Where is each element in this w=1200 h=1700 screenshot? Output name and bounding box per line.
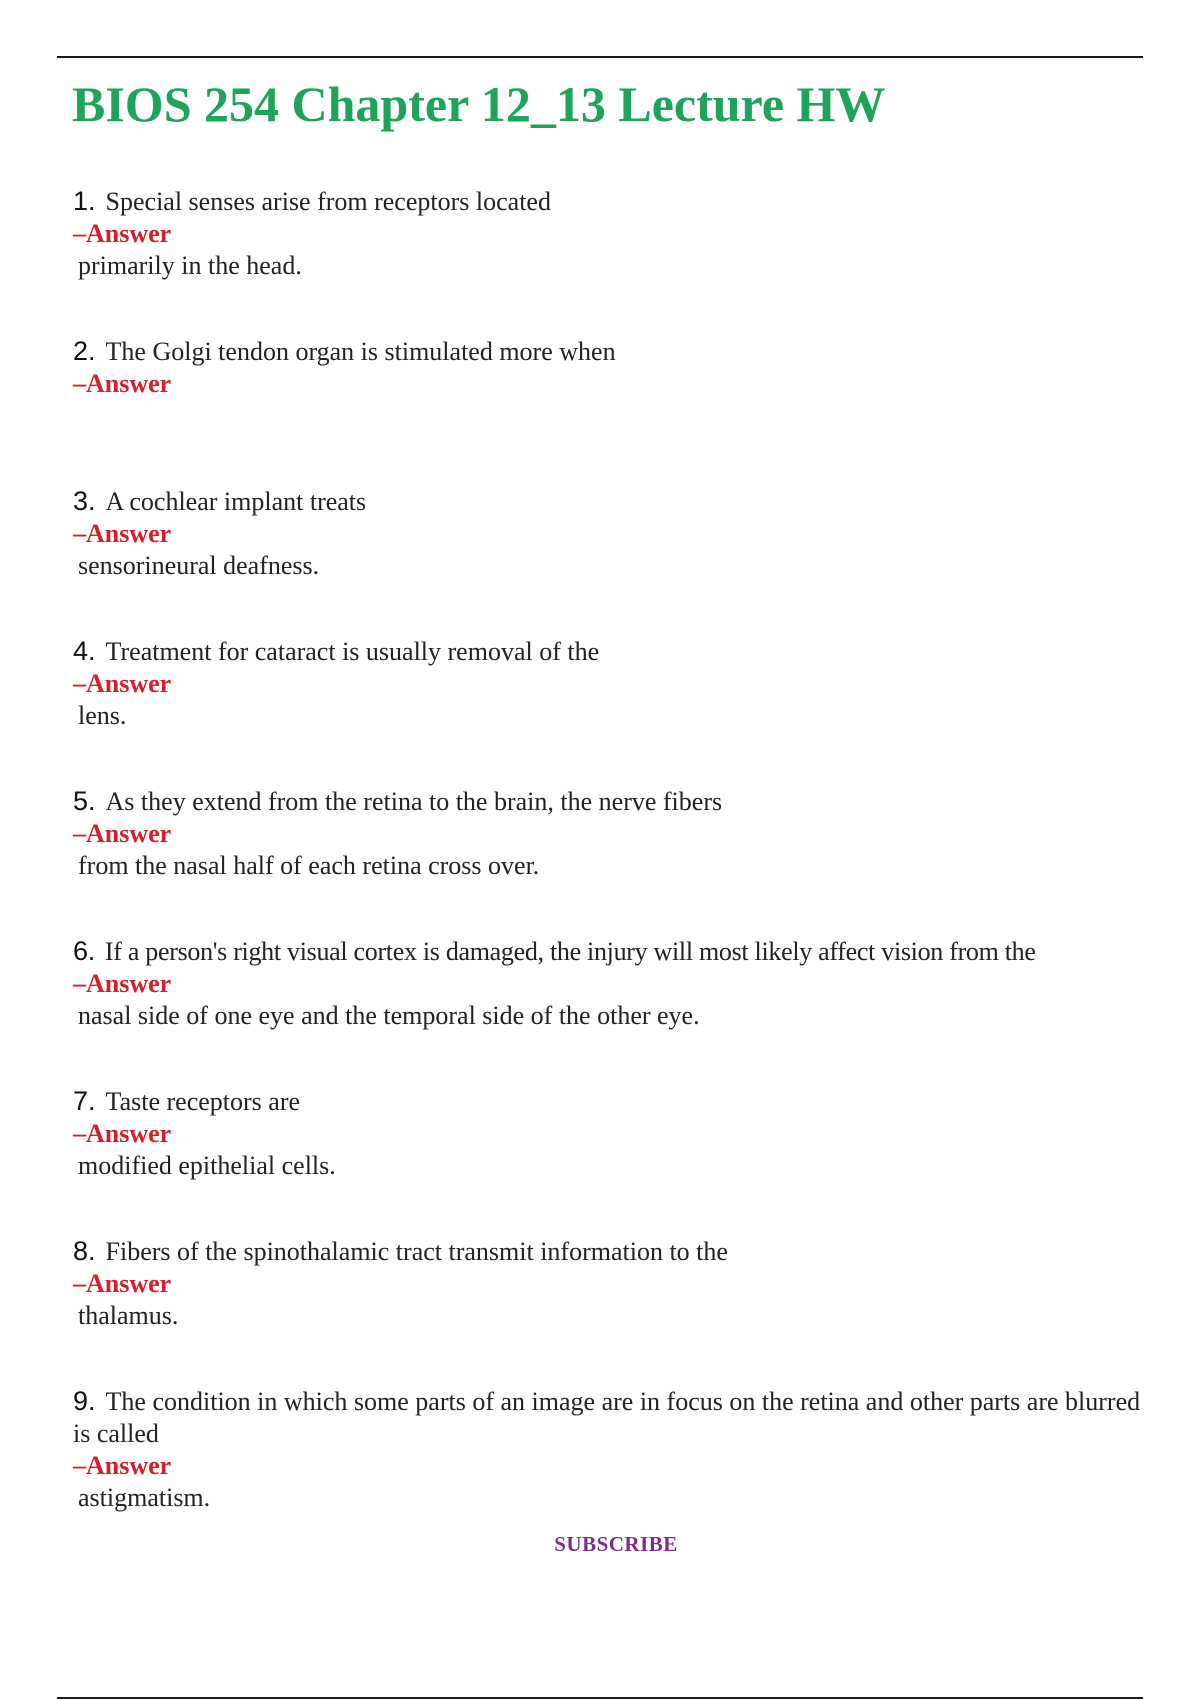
bottom-rule — [57, 1697, 1143, 1699]
question-text: As they extend from the retina to the brain, the nerve fibers — [105, 787, 723, 816]
question-text: Taste receptors are — [105, 1087, 301, 1116]
question-text: Fibers of the spinothalamic tract transmit information to the — [105, 1237, 728, 1266]
answer-label: –Answer — [73, 219, 172, 248]
question-number: 2. — [73, 336, 96, 366]
question-number: 1. — [73, 186, 96, 216]
question-number: 9. — [73, 1386, 96, 1416]
question-text: Special senses arise from receptors located — [105, 187, 551, 216]
question-block-3 — [73, 485, 1148, 582]
top-rule — [57, 56, 1143, 58]
question-block-7 — [73, 1085, 1148, 1182]
answer-label: –Answer — [73, 369, 172, 398]
answer-label: –Answer — [73, 1119, 172, 1148]
document-title: BIOS 254 Chapter 12_13 Lecture HW — [72, 76, 886, 132]
answer-label: –Answer — [73, 519, 172, 548]
question-text: Treatment for cataract is usually removal of the — [105, 637, 600, 666]
question-text: If a person's right visual cortex is damaged, the injury will most likely affect vision from the — [104, 937, 1036, 966]
answer-label: –Answer — [73, 1269, 172, 1298]
question-block-9 — [73, 1385, 1148, 1514]
question-7 — [73, 1085, 1148, 1118]
question-6 — [73, 935, 1148, 968]
answer-text: primarily in the head. — [78, 251, 302, 280]
answer-label: –Answer — [73, 1451, 172, 1480]
question-block-2 — [73, 335, 1148, 400]
answer-text: lens. — [78, 701, 127, 730]
question-number: 3. — [73, 486, 96, 516]
answer-label: –Answer — [73, 819, 172, 848]
question-text: The condition in which some parts of an image are in focus on the retina and other parts are blurred is called — [73, 1387, 1141, 1448]
answer-text: thalamus. — [78, 1301, 179, 1330]
question-block-4 — [73, 635, 1148, 732]
question-block-1 — [73, 185, 1148, 282]
answer-text: modified epithelial cells. — [78, 1151, 336, 1180]
question-2 — [73, 335, 1148, 368]
question-block-8 — [73, 1235, 1148, 1332]
answer-label: –Answer — [73, 669, 172, 698]
question-number: 4. — [73, 636, 96, 666]
question-3 — [73, 485, 1148, 518]
question-text: The Golgi tendon organ is stimulated more when — [105, 337, 616, 366]
question-number: 8. — [73, 1236, 96, 1266]
answer-text: astigmatism. — [78, 1483, 211, 1512]
question-9 — [73, 1385, 1148, 1450]
answer-label: –Answer — [73, 969, 172, 998]
question-1 — [73, 185, 1148, 218]
question-number: 6. — [73, 936, 95, 966]
question-5 — [73, 785, 1148, 818]
question-text: A cochlear implant treats — [105, 487, 367, 516]
question-8 — [73, 1235, 1148, 1268]
answer-text: from the nasal half of each retina cross over. — [78, 851, 540, 880]
question-number: 5. — [73, 786, 96, 816]
subscribe-link[interactable]: SUBSCRIBE — [554, 1532, 678, 1556]
question-number: 7. — [73, 1086, 96, 1116]
question-4 — [73, 635, 1148, 668]
question-block-5 — [73, 785, 1148, 882]
answer-text: sensorineural deafness. — [78, 551, 320, 580]
answer-text: nasal side of one eye and the temporal side of the other eye. — [78, 1001, 700, 1030]
question-block-6 — [73, 935, 1148, 1032]
